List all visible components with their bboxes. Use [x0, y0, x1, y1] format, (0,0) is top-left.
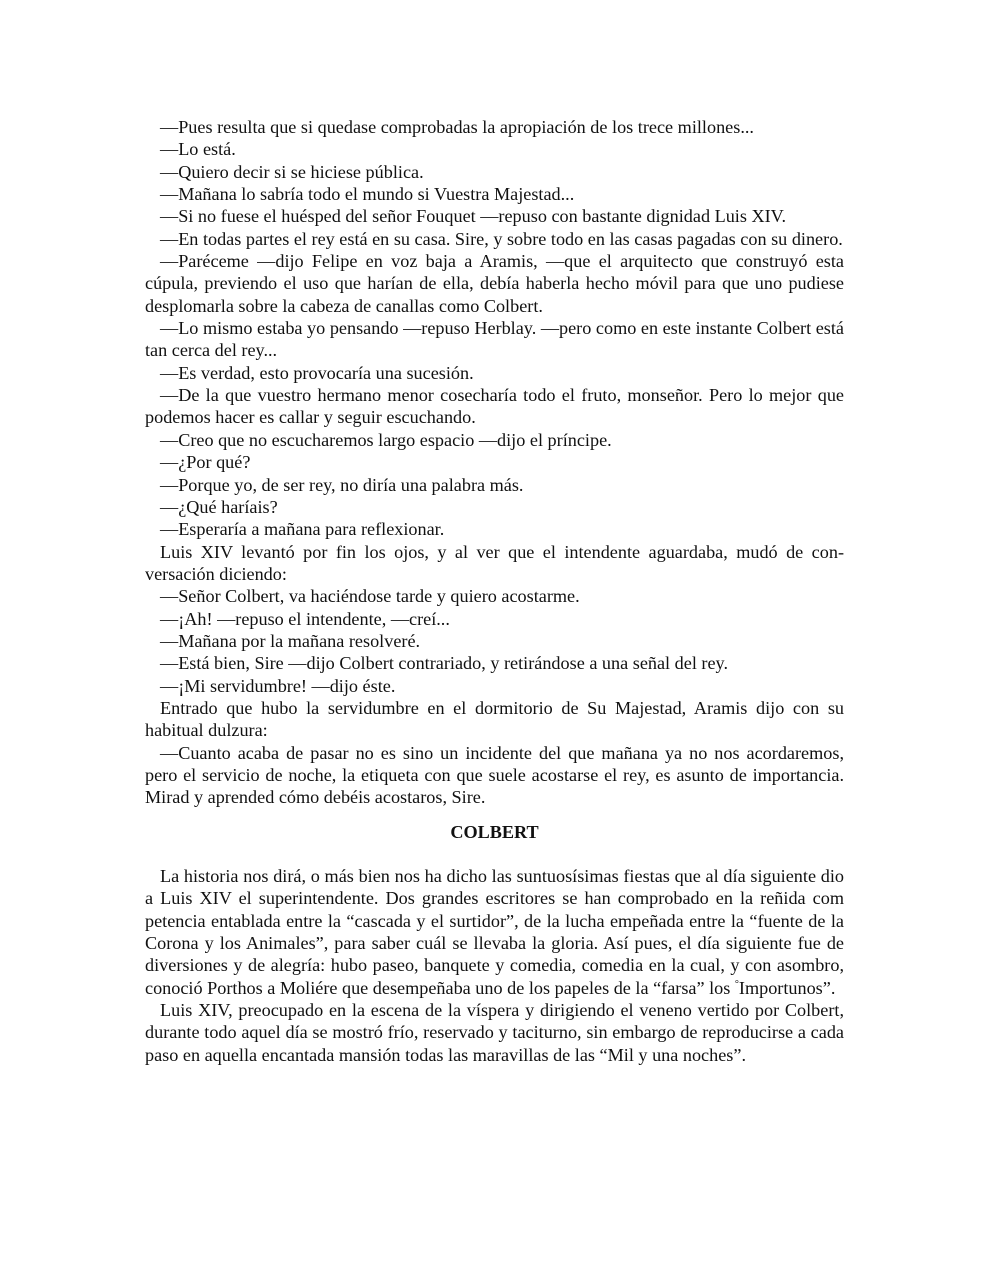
dialogue-line: —Está bien, Sire —dijo Colbert contrariado, y retirándose a una señal del rey. [160, 653, 729, 674]
narrative-paragraph: Entrado que hubo la servidumbre en el dormitorio de Su Majestad, Aramis dijo con su habitual dulzura: [145, 697, 844, 741]
footnote-mark: ° [734, 978, 739, 990]
dialogue-line: —Lo mismo estaba yo pensando —repuso Herblay. —pero como en este instante Colbert está tan cerca del rey... [145, 318, 844, 361]
dialogue-line: —Lo está. [160, 139, 236, 160]
chapter-paragraph-text-end: Importunos”. [738, 977, 836, 998]
chapter-paragraph-text: La historia nos dirá, o más bien nos ha dicho las suntuosísimas fiestas que al día siguiente dio a Luis XIV el superintendente. Dos grandes escritores se han comprobado en la reñida com petencia entablada entre la “cascada y el surtidor”, de la lucha empeñada entre la “fuente de la Corona y los Animales”, para saber cuál se llevaba la gloria. Así pues, el día siguiente fue de diversiones y de alegría: hubo paseo, banquete y comedia, comedia en la cual, y con asombro, conoció Porthos a Moliére que desempeñaba uno de los papeles de la “farsa” los [145, 866, 844, 998]
dialogue-line: —Creo que no escucharemos largo espacio —dijo el príncipe. [160, 429, 612, 450]
dialogue-line: —Si no fuese el huésped del señor Fouquet —repuso con bastante dignidad Luis XIV. [160, 206, 787, 227]
dialogue-line: —Paréceme —dijo Felipe en voz baja a Aramis, —que el arquitecto que construyó esta cúpula, previendo el uso que harían de ella, debía haberla hecho móvil para que uno pudiese desplomarla sobre la cabeza de canallas como Colbert. [145, 251, 844, 316]
dialogue-line: —¡Ah! —repuso el intendente, —creí... [160, 608, 450, 629]
dialogue-line: —Esperaría a mañana para reflexionar. [160, 519, 445, 540]
dialogue-line: —En todas partes el rey está en su casa. Sire, y sobre todo en las casas pagadas con su dinero. [160, 228, 843, 249]
dialogue-line: —Señor Colbert, va haciéndose tarde y quiero acostarme. [160, 586, 580, 607]
dialogue-line: —Cuanto acaba de pasar no es sino un incidente del que mañana ya no nos acordaremos, pero el servicio de noche, la etiqueta con que suele acostarse el rey, es asunto de importancia. Mirad y aprended cómo debéis acostaros, Sire. [145, 742, 844, 808]
narrative-paragraph: Luis XIV levantó por fin los ojos, y al ver que el intendente aguardaba, mudó de conversación diciendo: [145, 541, 844, 584]
dialogue-line: —Mañana lo sabría todo el mundo si Vuestra Majestad... [160, 184, 575, 205]
dialogue-line: —Porque yo, de ser rey, no diría una palabra más. [160, 474, 524, 495]
dialogue-line: —¿Por qué? [160, 452, 251, 473]
chapter-title: COLBERT [450, 821, 539, 842]
dialogue-line: —¿Qué haríais? [160, 496, 278, 517]
chapter-paragraph: Luis XIV, preocupado en la escena de la víspera y dirigiendo el veneno vertido por Colbert, durante todo aquel día se mostró frío, reservado y taciturno, sin embargo de reproducirse a cada paso en aquella encantada mansión todas las maravillas de las “Mil y una noches”. [145, 1000, 844, 1065]
document-page [145, 116, 844, 1066]
dialogue-line: —Es verdad, esto provocaría una sucesión. [160, 362, 474, 383]
dialogue-line: —De la que vuestro hermano menor cosecharía todo el fruto, monseñor. Pero lo mejor que podemos hacer es callar y seguir escuchando. [145, 385, 844, 428]
dialogue-line: —Pues resulta que si quedase comprobadas la apropiación de los trece millones... [160, 117, 754, 137]
dialogue-line: —Quiero decir si se hiciese pública. [160, 161, 424, 182]
dialogue-line: —Mañana por la mañana resolveré. [160, 630, 421, 651]
chapter-paragraph [145, 865, 844, 999]
dialogue-line: —¡Mi servidumbre! —dijo éste. [160, 675, 396, 696]
